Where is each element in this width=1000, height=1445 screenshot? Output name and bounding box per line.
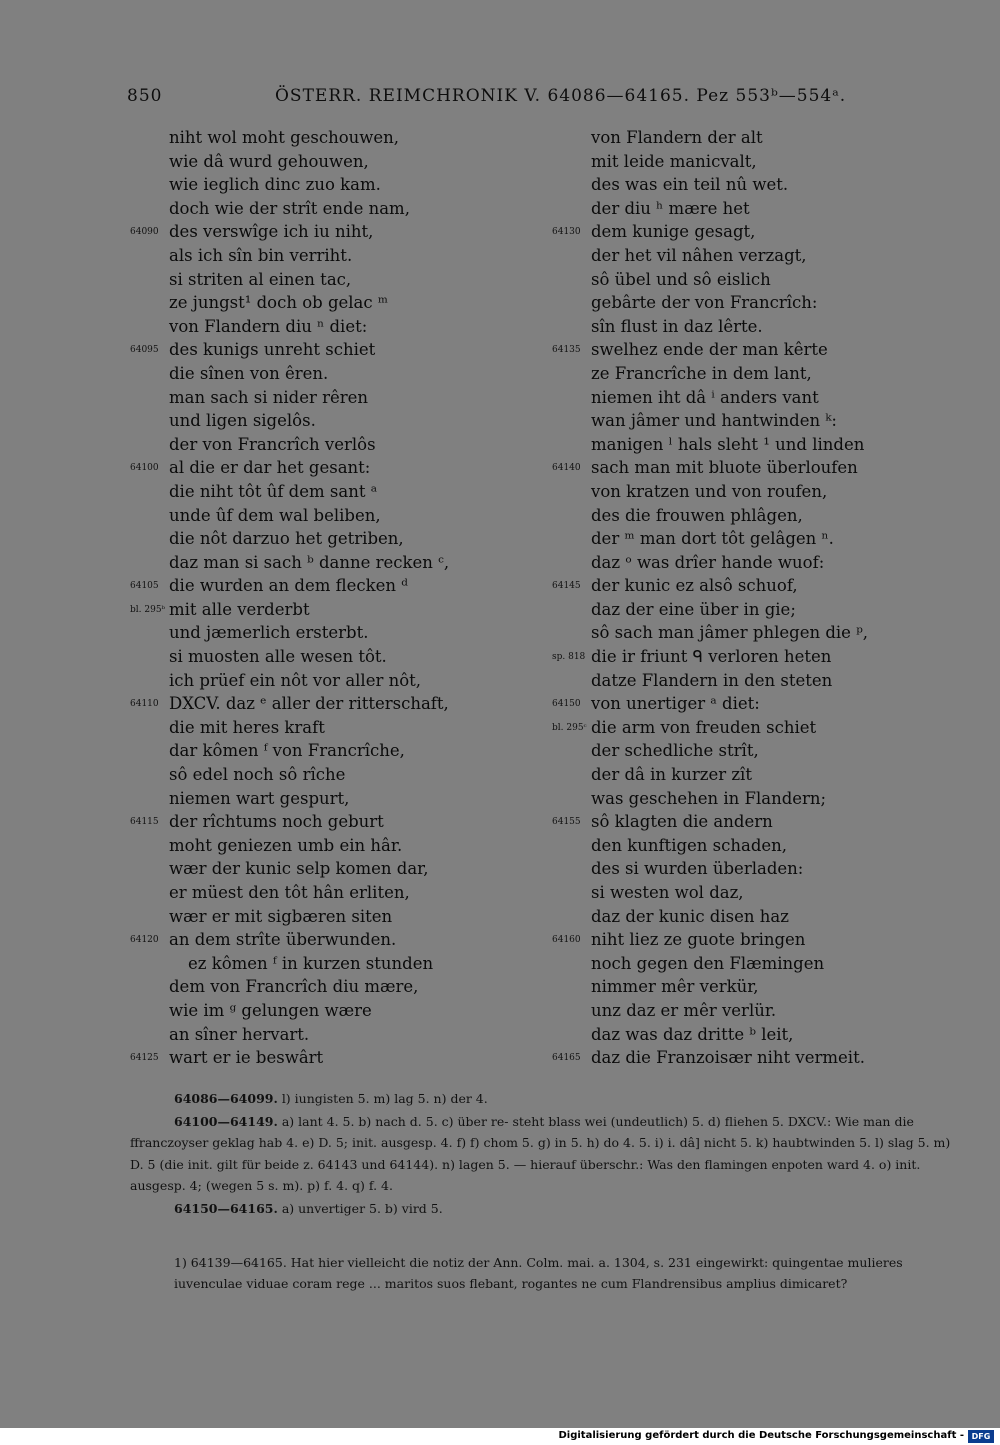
verse-text: si muosten alle wesen tôt. <box>169 647 387 667</box>
note-text: a) unvertiger 5. b) vird 5. <box>281 1200 443 1216</box>
verse-text: des die frouwen phlâgen, <box>591 505 803 525</box>
verse-text: ez kômen ᶠ in kurzen stunden <box>188 953 434 973</box>
verse-text: wær der kunic selp komen dar, <box>169 859 429 879</box>
note-text: a) lant 4. 5. b) nach d. 5. c) über re- steht blass wei (undeutlich) 5. d) fliehen 5. DXCV.: Wie man die ffranczoyser geklag hab 4. e) D. 5; init. ausgesp. 4. f) f) chom 5. g) in 5. h) do 4. 5. i) i. dâ] nicht 5. k) haubtwinden 5. l) slag 5. m) D. 5 (die init. gilt für beide z. 64143 und 64144). n) lagen 5. — hierauf überschr.: Was den flamingen enpoten ward 4. o) init. ausgesp. 4; (wegen 5 s. m). p) f. 4. q) f. 4. <box>130 1113 951 1193</box>
verse-line <box>130 1023 550 1047</box>
verse-text: die mit heres kraft <box>169 717 325 737</box>
line-number: 64165 <box>552 1053 581 1064</box>
line-number: 64115 <box>130 817 159 828</box>
verse-text: si striten al einen tac, <box>169 269 352 289</box>
verse-text: dem von Francrîch diu mære, <box>169 977 419 997</box>
footnote <box>130 1252 952 1294</box>
verse-text: DXCV. daz ᵉ aller der ritterschaft, <box>169 694 449 714</box>
verse-text: der kunic ez alsô schuof, <box>591 576 798 596</box>
verse-line <box>130 645 550 669</box>
verse-line <box>552 386 972 410</box>
verse-line <box>552 315 972 339</box>
verse-line <box>130 857 550 881</box>
verse-text: was geschehen in Flandern; <box>591 788 827 808</box>
line-number: 64090 <box>130 227 159 238</box>
verse-text: man sach si nider rêren <box>169 387 369 407</box>
verse-text: wie dâ wurd gehouwen, <box>169 151 369 171</box>
verse-line <box>130 975 550 999</box>
verse-text: dem kunige gesagt, <box>591 222 756 242</box>
verse-text: die nôt darzuo het getriben, <box>169 529 404 549</box>
verse-line <box>552 574 972 598</box>
verse-text: der dâ in kurzer zît <box>591 765 752 785</box>
verse-line <box>130 197 550 221</box>
verse-line <box>130 480 550 504</box>
verse-line <box>552 150 972 174</box>
verse-text: manigen ˡ hals sleht ¹ und linden <box>591 434 865 454</box>
verse-text: wie ieglich dinc zuo kam. <box>169 175 381 195</box>
verse-line <box>552 905 972 929</box>
footnote-text: 1) 64139—64165. Hat hier vielleicht die notiz der Ann. Colm. mai. a. 1304, s. 231 eingewirkt: quingentae mulieres iuvenculae viduae coram rege ... maritos suos flebant, rogantes ne cum Flandrensibus amplius dimicaret? <box>174 1255 903 1291</box>
line-number: bl. 295ᶜ <box>552 722 587 733</box>
verse-text: die sînen von êren. <box>169 363 329 383</box>
verse-line <box>552 834 972 858</box>
verse-text: ze Francrîche in dem lant, <box>591 363 812 383</box>
line-number: 64145 <box>552 581 581 592</box>
verse-text: er müest den tôt hân erliten, <box>169 883 410 902</box>
verse-line <box>130 621 550 645</box>
verse-line <box>130 362 550 386</box>
verse-text: gebârte der von Francrîch: <box>591 293 818 313</box>
verse-text: unde ûf dem wal beliben, <box>169 505 381 525</box>
verse-line <box>130 999 550 1023</box>
verse-line <box>552 409 972 433</box>
left-verse-column <box>130 126 550 1070</box>
verse-text: datze Flandern in den steten <box>591 670 833 690</box>
verse-text: niht liez ze guote bringen <box>591 930 806 950</box>
verse-line <box>552 975 972 999</box>
verse-line <box>130 551 550 575</box>
verse-line <box>552 621 972 645</box>
verse-text: der ᵐ man dort tôt gelâgen ⁿ. <box>591 529 834 549</box>
verse-line <box>130 527 550 551</box>
verse-text: von Flandern diu ⁿ diet: <box>169 316 368 336</box>
verse-line <box>130 598 550 622</box>
verse-line <box>130 787 550 811</box>
line-number: 64125 <box>130 1053 159 1064</box>
note-block-1 <box>130 1088 952 1110</box>
verse-line <box>552 999 972 1023</box>
verse-line <box>552 857 972 881</box>
verse-text: dar kômen ᶠ von Francrîche, <box>169 741 405 761</box>
verse-text: al die er dar het gesant: <box>169 458 371 478</box>
verse-text: sô übel und sô eislich <box>591 269 771 289</box>
verse-line <box>552 952 972 976</box>
verse-text: der schedliche strît, <box>591 741 759 761</box>
verse-line <box>130 315 550 339</box>
verse-line <box>552 291 972 315</box>
verse-text: doch wie der strît ende nam, <box>169 198 410 218</box>
verse-text: des was ein teil nû wet. <box>591 175 789 195</box>
verse-line <box>552 480 972 504</box>
verse-text: swelhez ende der man kêrte <box>591 340 828 360</box>
verse-line <box>552 197 972 221</box>
verse-line <box>130 739 550 763</box>
line-number: 64120 <box>130 935 159 946</box>
verse-line <box>552 669 972 693</box>
verse-text: der het vil nâhen verzagt, <box>591 245 807 265</box>
verse-line <box>552 244 972 268</box>
verse-line <box>130 763 550 787</box>
verse-line <box>130 220 550 244</box>
verse-text: sô edel noch sô rîche <box>169 765 346 785</box>
verse-text: die wurden an dem flecken ᵈ <box>169 576 408 596</box>
verse-text: und ligen sigelôs. <box>169 411 316 431</box>
verse-text: daz man si sach ᵇ danne recken ᶜ, <box>169 552 450 572</box>
verse-text: von unertiger ᵃ diet: <box>591 694 760 714</box>
line-number: 64100 <box>130 463 159 474</box>
verse-line <box>130 834 550 858</box>
verse-text: des kunigs unreht schiet <box>169 340 376 360</box>
verse-text: der diu ʰ mære het <box>591 198 750 218</box>
verse-text: der rîchtums noch geburt <box>169 812 384 832</box>
verse-line <box>552 126 972 150</box>
verse-line <box>552 338 972 362</box>
verse-line <box>552 362 972 386</box>
verse-line <box>130 881 550 905</box>
verse-text: den kunftigen schaden, <box>591 835 788 855</box>
verse-text: und jæmerlich ersterbt. <box>169 623 369 643</box>
verse-line <box>552 220 972 244</box>
header-title: ÖSTERR. REIMCHRONIK V. 64086—64165. Pez 553ᵇ—554ᵃ. <box>275 86 847 106</box>
verse-text: si westen wol daz, <box>591 883 744 902</box>
verse-text: wær er mit sigbæren siten <box>169 906 393 926</box>
line-number: 64105 <box>130 581 159 592</box>
verse-line <box>552 433 972 457</box>
verse-text: daz ᵒ was drîer hande wuof: <box>591 552 825 572</box>
verse-line <box>130 173 550 197</box>
line-number: 64130 <box>552 227 581 238</box>
verse-line <box>130 905 550 929</box>
line-number: sp. 818 <box>552 652 586 663</box>
verse-line <box>552 551 972 575</box>
verse-line <box>130 268 550 292</box>
line-number: 64140 <box>552 463 581 474</box>
digitization-footer <box>0 1428 1000 1445</box>
verse-text: sô sach man jâmer phlegen die ᵖ, <box>591 623 869 643</box>
verse-text: des verswîge ich iu niht, <box>169 222 374 242</box>
note-label: 64100—64149. <box>174 1113 278 1129</box>
verse-line <box>130 952 550 976</box>
dfg-logo: DFG <box>968 1430 994 1443</box>
verse-text: von kratzen und von roufen, <box>591 481 828 501</box>
verse-text: wan jâmer und hantwinden ᵏ: <box>591 411 837 431</box>
line-number: 64135 <box>552 345 581 356</box>
verse-text: sô klagten die andern <box>591 812 773 832</box>
note-label: 64086—64099. <box>174 1091 278 1106</box>
verse-line <box>130 386 550 410</box>
verse-line <box>130 810 550 834</box>
line-number: bl. 295ᵇ <box>130 604 166 615</box>
verse-text: sîn flust in daz lêrte. <box>591 316 763 336</box>
note-text: l) iungisten 5. m) lag 5. n) der 4. <box>281 1091 488 1106</box>
verse-text: nimmer mêr verkür, <box>591 977 759 997</box>
verse-line <box>552 810 972 834</box>
verse-text: die arm von freuden schiet <box>591 717 817 737</box>
verse-line <box>130 669 550 693</box>
verse-text: die niht tôt ûf dem sant ᵃ <box>169 481 378 501</box>
verse-text: daz die Franzoisær niht vermeit. <box>591 1048 865 1068</box>
verse-line <box>552 739 972 763</box>
verse-line <box>552 787 972 811</box>
verse-line <box>130 456 550 480</box>
verse-line <box>552 504 972 528</box>
verse-text: niemen wart gespurt, <box>169 788 350 808</box>
verse-line <box>552 527 972 551</box>
verse-line <box>130 244 550 268</box>
line-number: 64160 <box>552 935 581 946</box>
note-block-2 <box>130 1111 952 1197</box>
verse-line <box>130 338 550 362</box>
verse-text: der von Francrîch verlôs <box>169 434 376 454</box>
right-verse-column <box>552 126 972 1070</box>
verse-line <box>552 763 972 787</box>
verse-text: als ich sîn bin verriht. <box>169 245 353 265</box>
verse-line <box>130 433 550 457</box>
note-block-3 <box>130 1198 952 1220</box>
verse-line <box>552 1046 972 1070</box>
verse-line <box>552 692 972 716</box>
verse-line <box>130 150 550 174</box>
verse-text: wie im ᵍ gelungen wære <box>169 1000 372 1020</box>
verse-line <box>130 574 550 598</box>
verse-line <box>130 291 550 315</box>
verse-line <box>552 928 972 952</box>
verse-line <box>552 456 972 480</box>
verse-text: daz der kunic disen haz <box>591 906 789 926</box>
footer-text: Digitalisierung gefördert durch die Deutsche Forschungsgemeinschaft - <box>558 1430 964 1441</box>
verse-text: daz der eine über in gie; <box>591 599 796 619</box>
verse-text: mit leide manicvalt, <box>591 151 757 171</box>
verse-line <box>552 881 972 905</box>
line-number: 64155 <box>552 817 581 828</box>
verse-line <box>130 928 550 952</box>
verse-text: mit alle verderbt <box>169 599 310 619</box>
verse-text: moht geniezen umb ein hâr. <box>169 835 403 855</box>
verse-line <box>552 268 972 292</box>
verse-text: niht wol moht geschouwen, <box>169 128 400 147</box>
verse-line <box>130 716 550 740</box>
verse-text: die ir friunt ᑫ verloren heten <box>591 647 832 667</box>
verse-line <box>130 504 550 528</box>
verse-line <box>130 1046 550 1070</box>
line-number: 64150 <box>552 699 581 710</box>
verse-line <box>552 173 972 197</box>
verse-text: niemen iht dâ ⁱ anders vant <box>591 387 819 407</box>
verse-line <box>552 598 972 622</box>
page-number: 850 <box>127 86 163 106</box>
verse-text: sach man mit bluote überloufen <box>591 458 858 478</box>
verse-text: an dem strîte überwunden. <box>169 930 397 950</box>
verse-text: daz was daz dritte ᵇ leit, <box>591 1024 794 1044</box>
verse-text: wart er ie beswârt <box>169 1048 324 1068</box>
verse-line <box>552 645 972 669</box>
line-number: 64110 <box>130 699 159 710</box>
note-label: 64150—64165. <box>174 1200 278 1216</box>
verse-text: unz daz er mêr verlür. <box>591 1000 777 1020</box>
verse-text: noch gegen den Flæmingen <box>591 953 825 973</box>
verse-line <box>552 1023 972 1047</box>
line-number: 64095 <box>130 345 159 356</box>
apparatus-notes <box>130 1088 952 1220</box>
verse-line <box>130 692 550 716</box>
verse-text: des si wurden überladen: <box>591 859 804 879</box>
verse-line <box>130 126 550 150</box>
verse-text: ich prüef ein nôt vor aller nôt, <box>169 670 422 690</box>
verse-line <box>552 716 972 740</box>
verse-text: ze jungst¹ doch ob gelac ᵐ <box>169 293 388 313</box>
verse-text: von Flandern der alt <box>591 128 763 147</box>
verse-text: an sîner hervart. <box>169 1024 310 1044</box>
verse-line <box>130 409 550 433</box>
